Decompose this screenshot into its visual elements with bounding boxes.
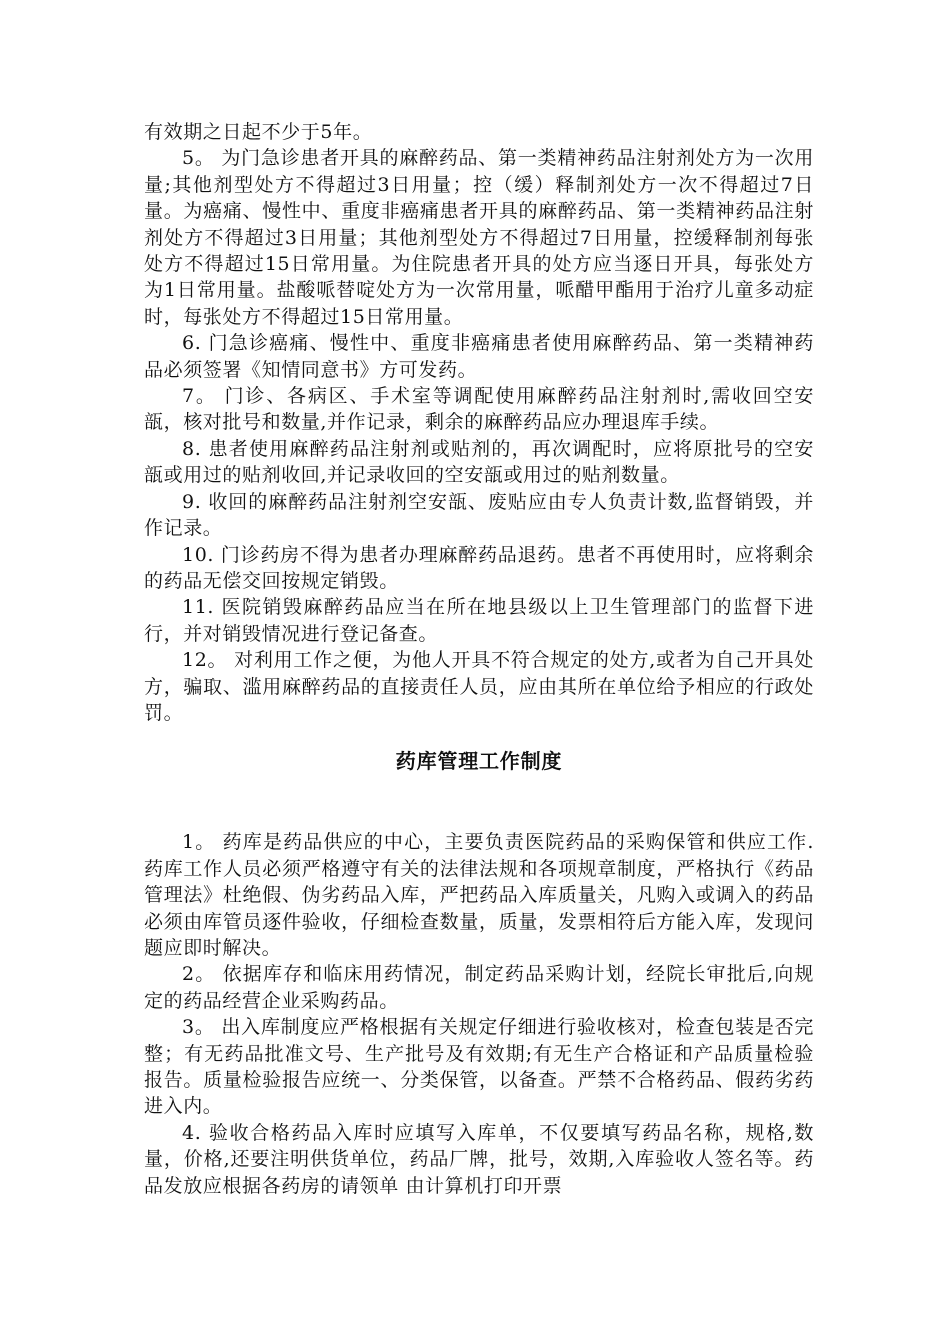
document-page [144, 119, 814, 1199]
paragraph-item-5: 5。 为门急诊患者开具的麻醉药品、第一类精神药品注射剂处方为一次用量;其他剂型处方不得超过3日用量；控（缓）释制剂处方一次不得超过7日量。为癌痛、慢性中、重度非癌痛患者开具的麻醉药品、第一类精神药品注射剂处方不得超过3日用量；其他剂型处方不得超过7日用量，控缓释制剂每张处方不得超过15日常用量。为住院患者开具的处方应当逐日开具，每张处方为1日常用量。盐酸哌替啶处方为一次常用量，哌醋甲酯用于治疗儿童多动症时，每张处方不得超过15日常用量。 [144, 147, 814, 328]
warehouse-paragraph-2: 2。 依据库存和临床用药情况，制定药品采购计划，经院长审批后,向规定的药品经营企业采购药品。 [144, 963, 814, 1012]
paragraph-continuation: 有效期之日起不少于5年。 [144, 121, 373, 143]
section-title: 药库管理工作制度 [395, 749, 563, 774]
paragraph-item-6: 6. 门急诊癌痛、慢性中、重度非癌痛患者使用麻醉药品、第一类精神药品必须签署《知情同意书》方可发药。 [144, 332, 814, 381]
warehouse-paragraph-1: 1。 药库是药品供应的中心，主要负责医院药品的采购保管和供应工作.药库工作人员必须严格遵守有关的法律法规和各项规章制度，严格执行《药品管理法》杜绝假、伪劣药品入库，严把药品入库质量关，凡购入或调入的药品必须由库管员逐件验收，仔细检查数量，质量，发票相符后方能入库，发现问题应即时解决。 [144, 831, 814, 959]
paragraph-item-11: 11. 医院销毁麻醉药品应当在所在地县级以上卫生管理部门的监督下进行，并对销毁情况进行登记备查。 [144, 596, 814, 645]
paragraph-item-9: 9. 收回的麻醉药品注射剂空安瓿、废贴应由专人负责计数,监督销毁，并作记录。 [144, 490, 814, 540]
warehouse-paragraph-3: 3。 出入库制度应严格根据有关规定仔细进行验收核对，检查包装是否完整；有无药品批准文号、生产批号及有效期;有无生产合格证和产品质量检验报告。质量检验报告应统一、分类保管，以备查。严禁不合格药品、假药劣药进入内。 [144, 1016, 814, 1118]
paragraph-item-10: 10. 门诊药房不得为患者办理麻醉药品退药。患者不再使用时，应将剩余的药品无偿交回按规定销毁。 [144, 543, 814, 592]
paragraph-item-7: 7。 门诊、各病区、手术室等调配使用麻醉药品注射剂时,需收回空安瓿，核对批号和数量,并作记录，剩余的麻醉药品应办理退库手续。 [144, 385, 814, 434]
paragraph-item-8: 8. 患者使用麻醉药品注射剂或贴剂的，再次调配时，应将原批号的空安瓿或用过的贴剂收回,并记录收回的空安瓿或用过的贴剂数量。 [144, 437, 814, 487]
warehouse-paragraph-4: 4. 验收合格药品入库时应填写入库单，不仅要填写药品名称，规格,数量，价格,还要注明供货单位，药品厂牌，批号，效期,入库验收人签名等。药品发放应根据各药房的请领单 由计算机打印开票 [144, 1121, 814, 1197]
paragraph-item-12: 12。 对利用工作之便，为他人开具不符合规定的处方,或者为自己开具处方，骗取、滥用麻醉药品的直接责任人员，应由其所在单位给予相应的行政处罚。 [144, 649, 814, 724]
